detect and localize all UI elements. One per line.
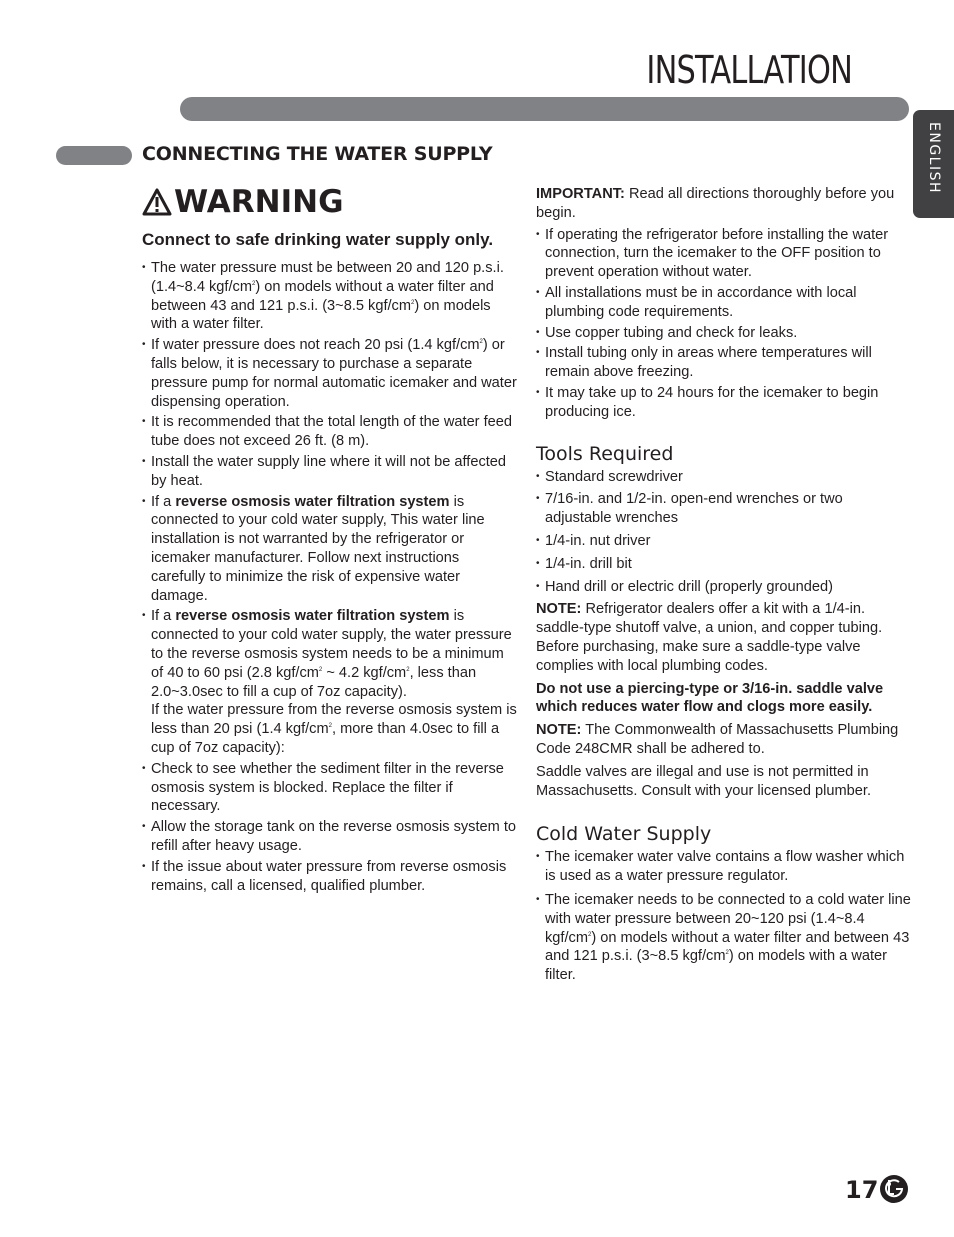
warning-list (142, 259, 517, 895)
page-title: INSTALLATION (646, 48, 852, 92)
tools-list (536, 468, 912, 597)
tools-heading: Tools Required (536, 442, 674, 465)
list-item: • The icemaker needs to be connected to a cold water line with water pressure between 20~120 psi (1.4~8.4 kgf/$cm^2$) on models without a water filter and between 43 and 121 p.s.i. (3~8.5 kgf/$cm^2$) on models with a water filter. (536, 891, 912, 985)
list-item: • Install tubing only in areas where temperatures will remain above freezing. (536, 344, 912, 382)
cold-water-heading: Cold Water Supply (536, 823, 712, 846)
list-item: • If water pressure does not reach 20 psi (1.4 kgf/$cm^2$) or falls below, it is necessary to purchase a separate pressure pump for normal automatic icemaker and water dispensing operation. (142, 336, 517, 411)
section-pill (56, 146, 132, 165)
list-item: • The icemaker water valve contains a flow washer which is used as a water pressure regulator. (536, 848, 912, 886)
list-item: • If operating the refrigerator before installing the water connection, turn the icemaker to the OFF position to prevent operation without water. (536, 226, 912, 282)
left-column (142, 180, 517, 897)
important-paragraph: IMPORTANT: Read all directions thoroughly before you begin. (536, 186, 895, 221)
language-tab (913, 110, 954, 218)
list-item: • It is recommended that the total length of the water feed tube does not exceed 26 ft. (8 m). (142, 413, 517, 451)
warning-subhead: Connect to safe drinking water supply only. (142, 230, 494, 249)
list-item: • Allow the storage tank on the reverse osmosis system to refill after heavy usage. (142, 818, 517, 856)
warning-label: WARNING (174, 183, 344, 220)
warning-triangle-icon (142, 188, 172, 216)
section-title: CONNECTING THE WATER SUPPLY (142, 143, 493, 165)
list-item: • The water pressure must be between 20 and 120 p.s.i. (1.4~8.4 kgf/$cm^2$) on models without a water filter and between 43 and 121 p.s.i. (3~8.5 kgf/$cm^2$) on models with a water filter. (142, 259, 517, 334)
note-massachusetts: NOTE: The Commonwealth of Massachusetts Plumbing Code 248CMR shall be adhered to. (536, 722, 899, 757)
list-item: • 1/4-in. drill bit (536, 555, 912, 574)
lg-logo-icon (879, 1174, 909, 1204)
list-item: • If the issue about water pressure from reverse osmosis remains, call a licensed, qualified plumber. (142, 858, 517, 896)
list-item: • Hand drill or electric drill (properly grounded) (536, 578, 912, 597)
page-number: 17 (845, 1176, 879, 1204)
list-item: • 7/16-in. and 1/2-in. open-end wrenches or two adjustable wrenches (536, 490, 912, 528)
saddle-valve-warning: Do not use a piercing-type or 3/16-in. saddle valve which reduces water flow and clogs more easily. (536, 680, 884, 716)
right-column (536, 185, 912, 987)
list-item: • All installations must be in accordance with local plumbing code requirements. (536, 284, 912, 322)
language-tab-label: ENGLISH (926, 122, 942, 195)
list-item: • Install the water supply line where it will not be affected by heat. (142, 453, 517, 491)
important-list (536, 226, 912, 422)
saddle-illegal-text: Saddle valves are illegal and use is not permitted in Massachusetts. Consult with your licensed plumber. (536, 763, 872, 799)
list-item: • Standard screwdriver (536, 468, 912, 487)
list-item: • If a reverse osmosis water filtration system is connected to your cold water supply, the water pressure to the reverse osmosis system needs to be a minimum of 40 to 60 psi (2.8 kgf/$cm^2$ ~ 4.2 kgf/$cm^2$, less than 2.0~3.0sec to fill a cup of 7oz capacity). If the water pressure from the reverse osmosis system is less than 20 psi (1.4 kgf/$cm^2$, more than 4.0sec to fill a cup of 7oz capacity): (142, 607, 517, 757)
list-item: • 1/4-in. nut driver (536, 532, 912, 551)
list-item: • If a reverse osmosis water filtration system is connected to your cold water supply, This water line installation is not warranted by the refrigerator or icemaker manufacturer. Follow next instructions carefully to minimize the risk of expensive water damage. (142, 493, 517, 606)
header-bar (180, 97, 909, 121)
cold-water-list (536, 848, 912, 985)
list-item: • It may take up to 24 hours for the icemaker to begin producing ice. (536, 384, 912, 422)
list-item: • Check to see whether the sediment filter in the reverse osmosis system is blocked. Replace the filter if necessary. (142, 760, 517, 816)
note-dealers: NOTE: Refrigerator dealers offer a kit with a 1/4-in. saddle-type shutoff valve, a union, and copper tubing. Before purchasing, make sure a saddle-type valve complies with local plumbing codes. (536, 601, 883, 674)
list-item: • Use copper tubing and check for leaks. (536, 324, 912, 343)
warning-heading (142, 180, 517, 224)
